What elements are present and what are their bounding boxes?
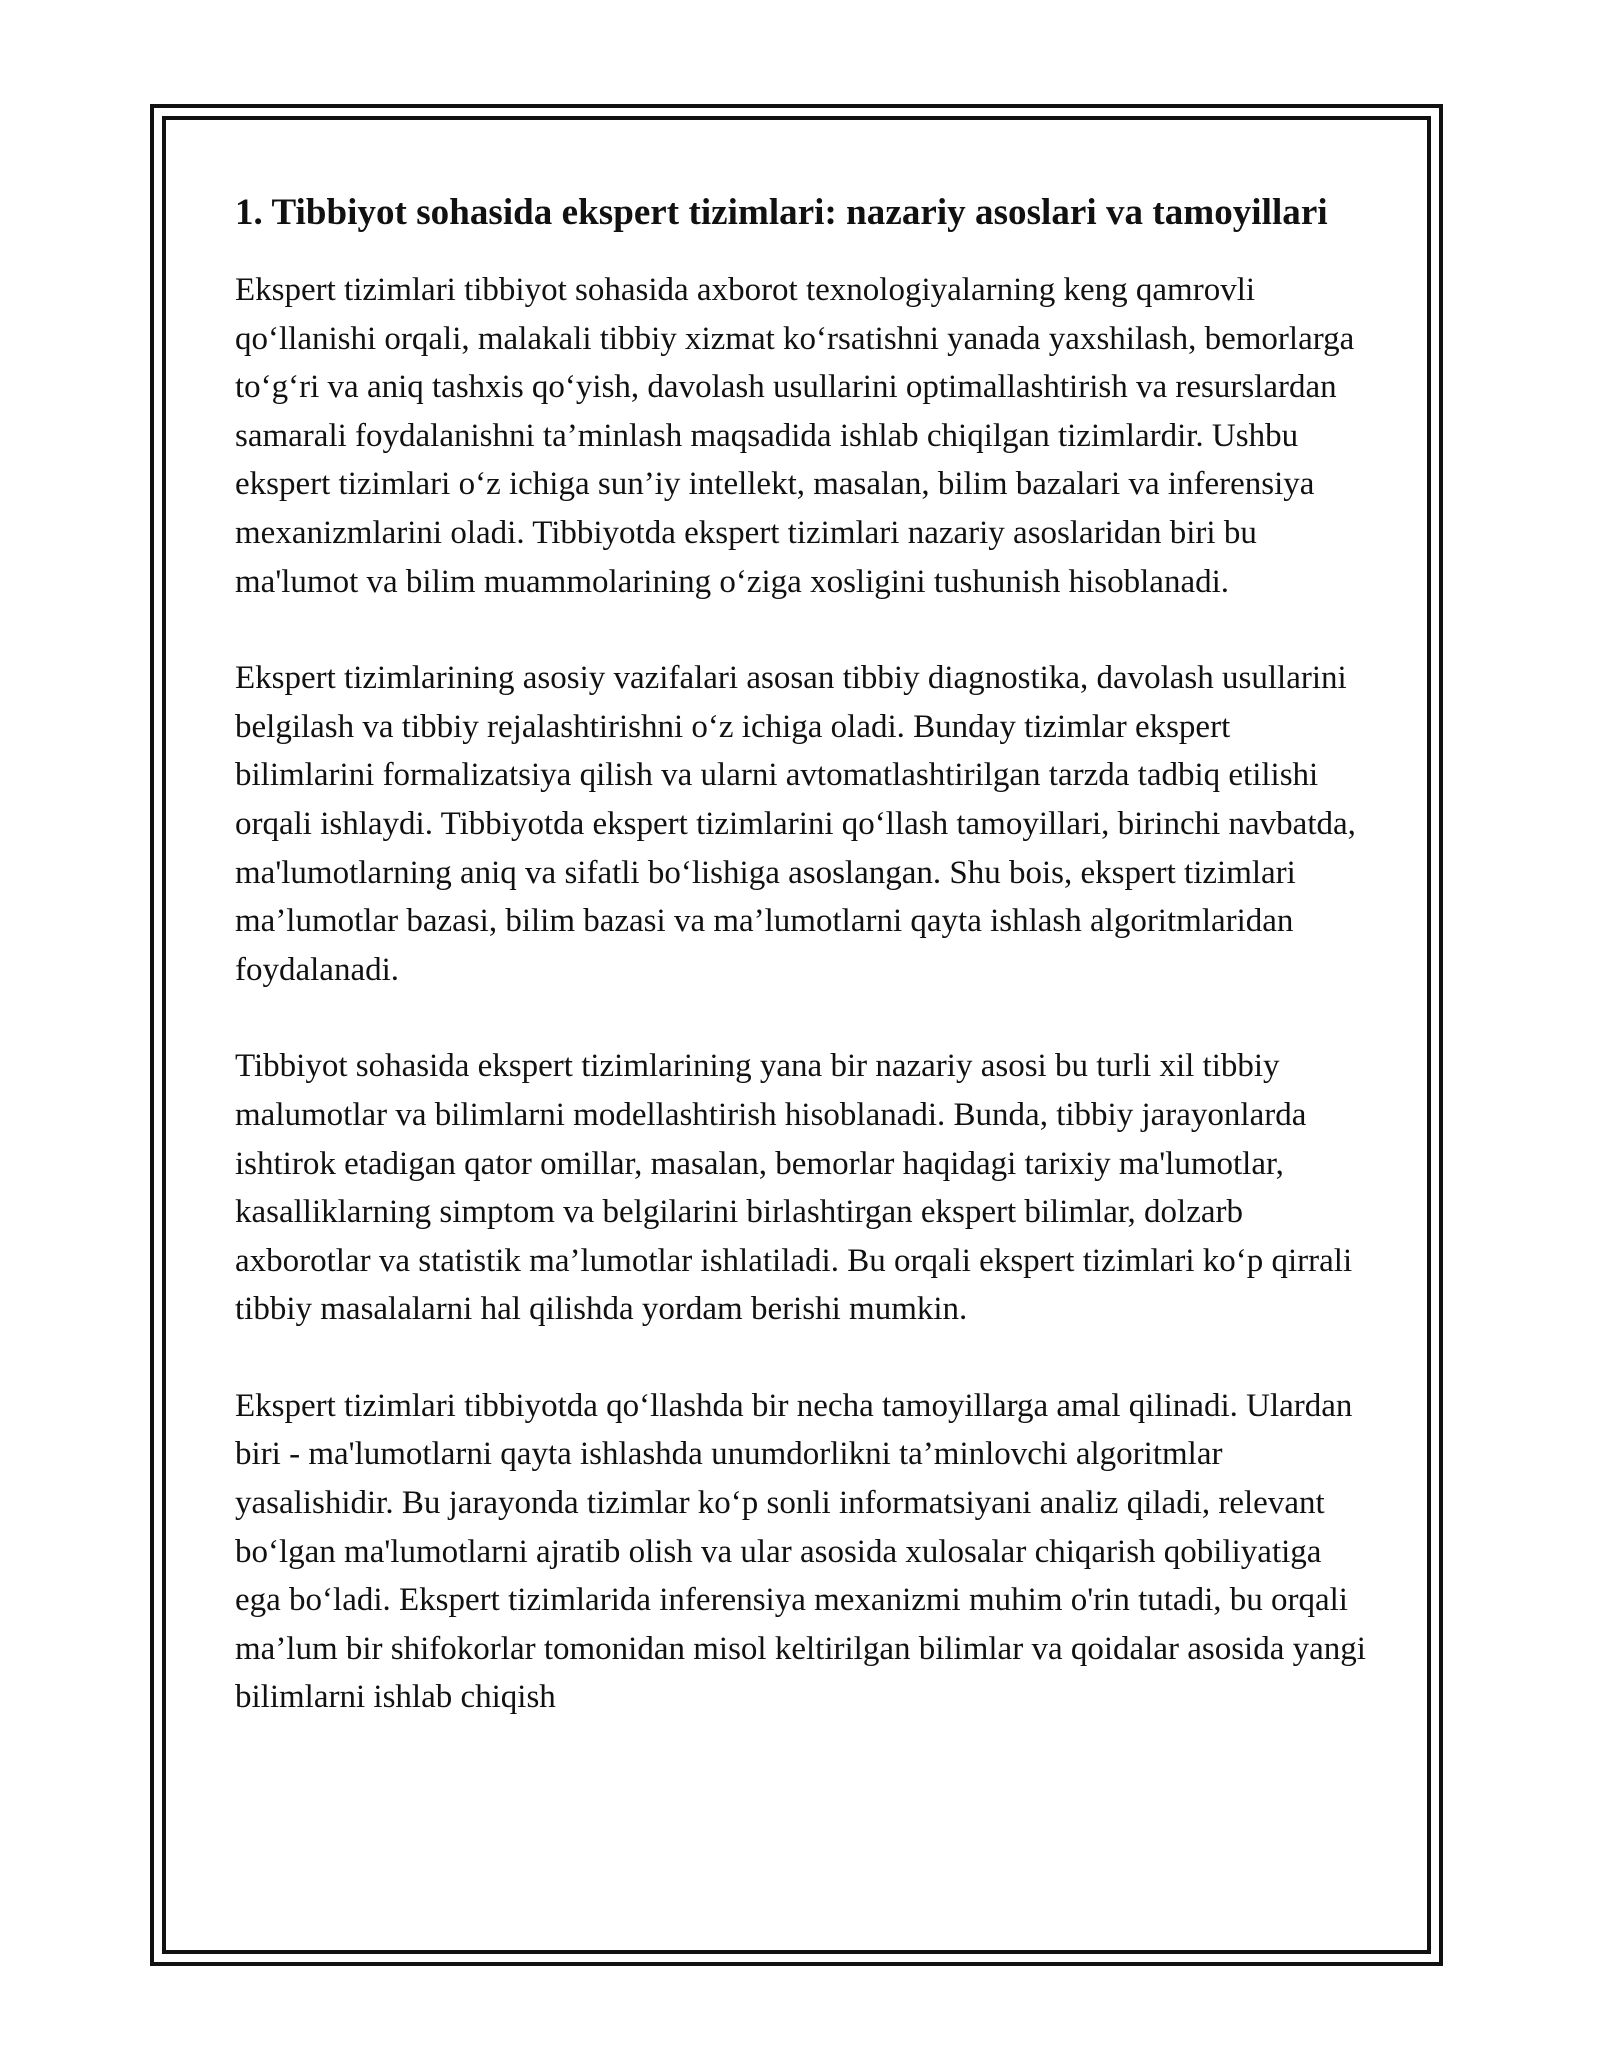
paragraph-4: Ekspert tizimlari tibbiyotda qo‘llashda bir necha tamoyillarga amal qilinadi. Ulardan biri - ma'lumotlarni qayta ishlashda unumdorlikni ta’minlovchi algoritmlar yasalishidir. Bu jarayonda tizimlar ko‘p sonli informatsiyani analiz qiladi, relevant bo‘lgan ma'lumotlarni ajratib olish va ular asosida xulosalar chiqarish qobiliyatiga ega bo‘ladi. Ekspert tizimlarida inferensiya mexanizmi muhim o'rin tutadi, bu orqali ma’lum bir shifokorlar tomonidan misol keltirilgan bilimlar va qoidalar asosida yangi bilimlarni ishlab chiqish — [235, 1387, 1366, 1716]
paragraph-3: Tibbiyot sohasida ekspert tizimlarining yana bir nazariy asosi bu turli xil tibbiy malumotlar va bilimlarni modellashtirish hisoblanadi. Bunda, tibbiy jarayonlarda ishtirok etadigan qator omillar, masalan, bemorlar haqidagi tarixiy ma'lumotlar, kasalliklarning simptom va belgilarini birlashtirgan ekspert bilimlar, dolzarb axborotlar va statistik ma’lumotlar ishlatiladi. Bu orqali ekspert tizimlari ko‘p qirrali tibbiy masalalarni hal qilishda yordam berishi mumkin. — [235, 1048, 1353, 1328]
paragraph-1: Ekspert tizimlari tibbiyot sohasida axborot texnologiyalarning keng qamrovli qo‘llanishi orqali, malakali tibbiy xizmat ko‘rsatishni yanada yaxshilash, bemorlarga to‘g‘ri va aniq tashxis qo‘yish, davolash usullarini optimallashtirish va resurslardan samarali foydalanishni ta’minlash maqsadida ishlab chiqilgan tizimlardir. Ushbu ekspert tizimlari o‘z ichiga sun’iy intellekt, masalan, bilim bazalari va inferensiya mexanizmlarini oladi. Tibbiyotda ekspert tizimlari nazariy asoslaridan biri bu ma'lumot va bilim muammolarining o‘ziga xosligini tushunish hisoblanadi. — [235, 272, 1355, 600]
document-body — [235, 186, 1375, 1722]
section-heading: 1. Tibbiyot sohasida ekspert tizimlari: nazariy asoslari va tamoyillari — [235, 192, 1328, 233]
paragraph-2: Ekspert tizimlarining asosiy vazifalari asosan tibbiy diagnostika, davolash usullarini belgilash va tibbiy rejalashtirishni o‘z ichiga oladi. Bunday tizimlar ekspert bilimlarini formalizatsiya qilish va ularni avtomatlashtirilgan tarzda tadbiq etilishi orqali ishlaydi. Tibbiyotda ekspert tizimlarini qo‘llash tamoyillari, birinchi navbatda, ma'lumotlarning aniq va sifatli bo‘lishiga asoslangan. Shu bois, ekspert tizimlari ma’lumotlar bazasi, bilim bazasi va ma’lumotlarni qayta ishlash algoritmlaridan foydalanadi. — [235, 660, 1356, 988]
